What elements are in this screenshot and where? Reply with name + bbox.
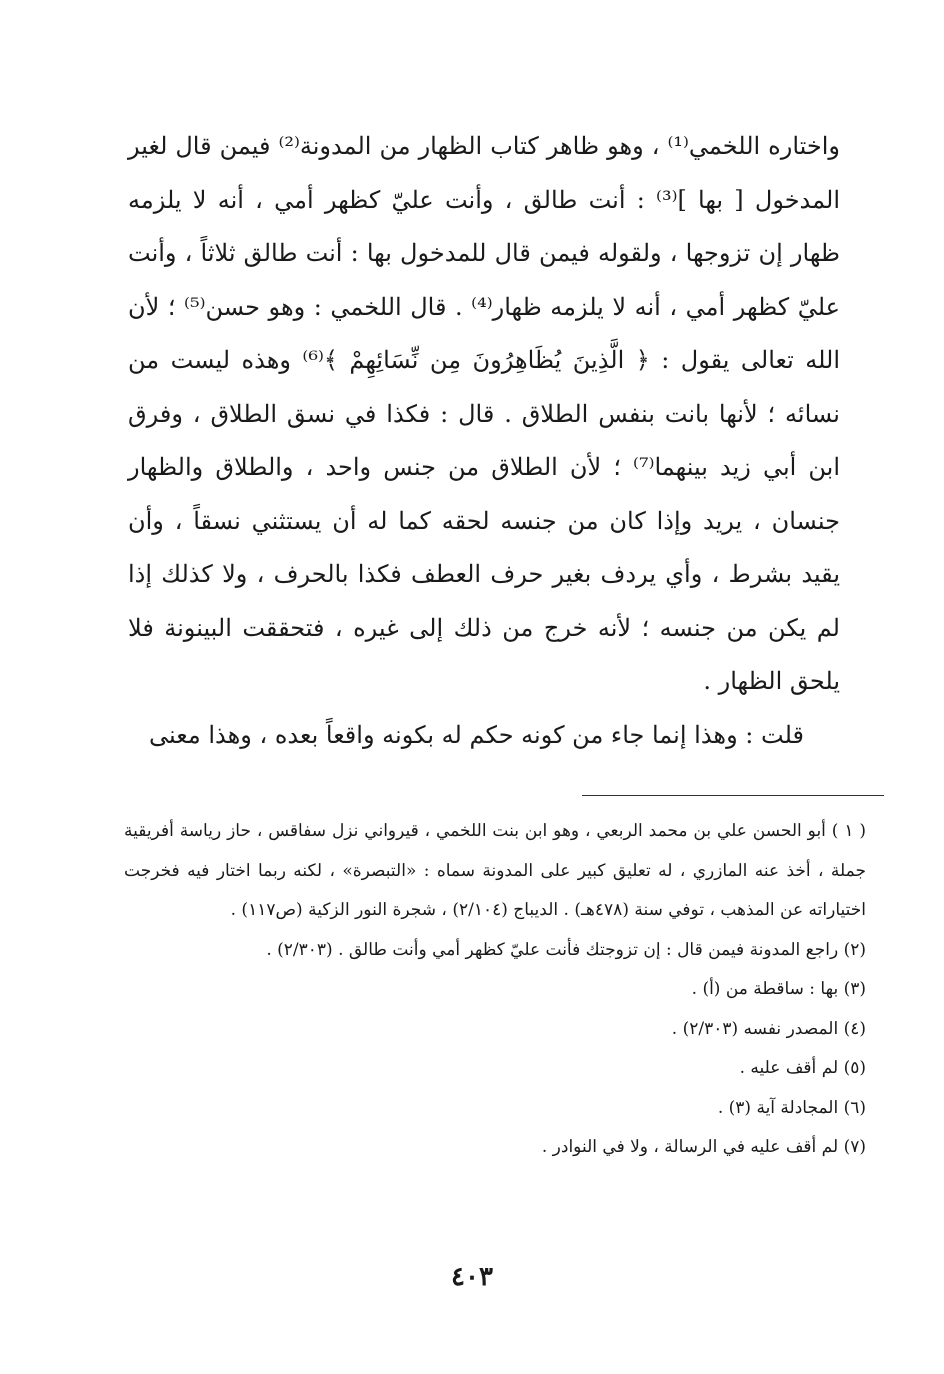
footnote-1: ( ١ ) أبو الحسن علي بن محمد الربعي ، وهو ابن بنت اللخمي ، قيرواني نزل سفاقس ، حاز رياسة أفريقية جملة ، أخذ عنه المازري ، له تعليق كبير على المدونة سماه : «التبصرة» ، لكنه ربما اختار فيه فخرجت اختياراته عن المذهب ، توفي سنة (٤٧٨هـ) . الديباج (٢/١٠٤) ، شجرة النور الزكية (ص١١٧) . (124, 821, 866, 920)
body-paragraph-2: قلت : وهذا إنما جاء من كونه حكم له بكونه واقعاً بعده ، وهذا معنى (149, 720, 804, 749)
main-text-block (128, 120, 840, 762)
body-paragraph-1: واختاره اللخمي⁽¹⁾ ، وهو ظاهر كتاب الظهار من المدونة⁽²⁾ فيمن قال لغير المدخول [ بها ]⁽³⁾ : أنت طالق ، وأنت عليّ كظهر أمي ، أنه لا يلزمه ظهار إن تزوجها ، ولقوله فيمن قال للمدخول بها : أنت طالق ثلاثاً ، وأنت عليّ كظهر أمي ، أنه لا يلزمه ظهار⁽⁴⁾ . قال اللخمي : وهو حسن⁽⁵⁾ ؛ لأن الله تعالى يقول : ﴿ الَّذِينَ يُظَاهِرُونَ مِن نِّسَائِهِمْ ﴾⁽⁶⁾ وهذه ليست من نسائه ؛ لأنها بانت بنفس الطلاق . قال : فكذا في نسق الطلاق ، وفرق ابن أبي زيد بينهما⁽⁷⁾ ؛ لأن الطلاق من جنس واحد ، والطلاق والظهار جنسان ، يريد وإذا كان من جنسه لحقه كما له أن يستثني نسقاً ، وأن يقيد بشرط ، وأي يردف بغير حرف العطف فكذا بالحرف ، ولا كذلك إذا لم يكن من جنسه ؛ لأنه خرج من ذلك إلى غيره ، فتحققت البينونة فلا يلحق الظهار . (128, 132, 841, 695)
page-number: ٤٠٣ (451, 1262, 493, 1292)
footnote-separator (582, 795, 884, 796)
footnote-3: (٣) بها : ساقطة من (أ) . (691, 979, 866, 999)
footnote-7: (٧) لم أقف عليه في الرسالة ، ولا في النوادر . (541, 1137, 866, 1157)
footnote-6: (٦) المجادلة آية (٣) . (717, 1097, 866, 1118)
footnotes-block (124, 812, 866, 1168)
footnote-2: (٢) راجع المدونة فيمن قال : إن تزوجتك فأنت عليّ كظهر أمي وأنت طالق . (٢/٣٠٣) . (266, 939, 866, 960)
footnote-5: (٥) لم أقف عليه . (739, 1058, 866, 1078)
footnote-4: (٤) المصدر نفسه (٢/٣٠٣) . (671, 1018, 866, 1039)
